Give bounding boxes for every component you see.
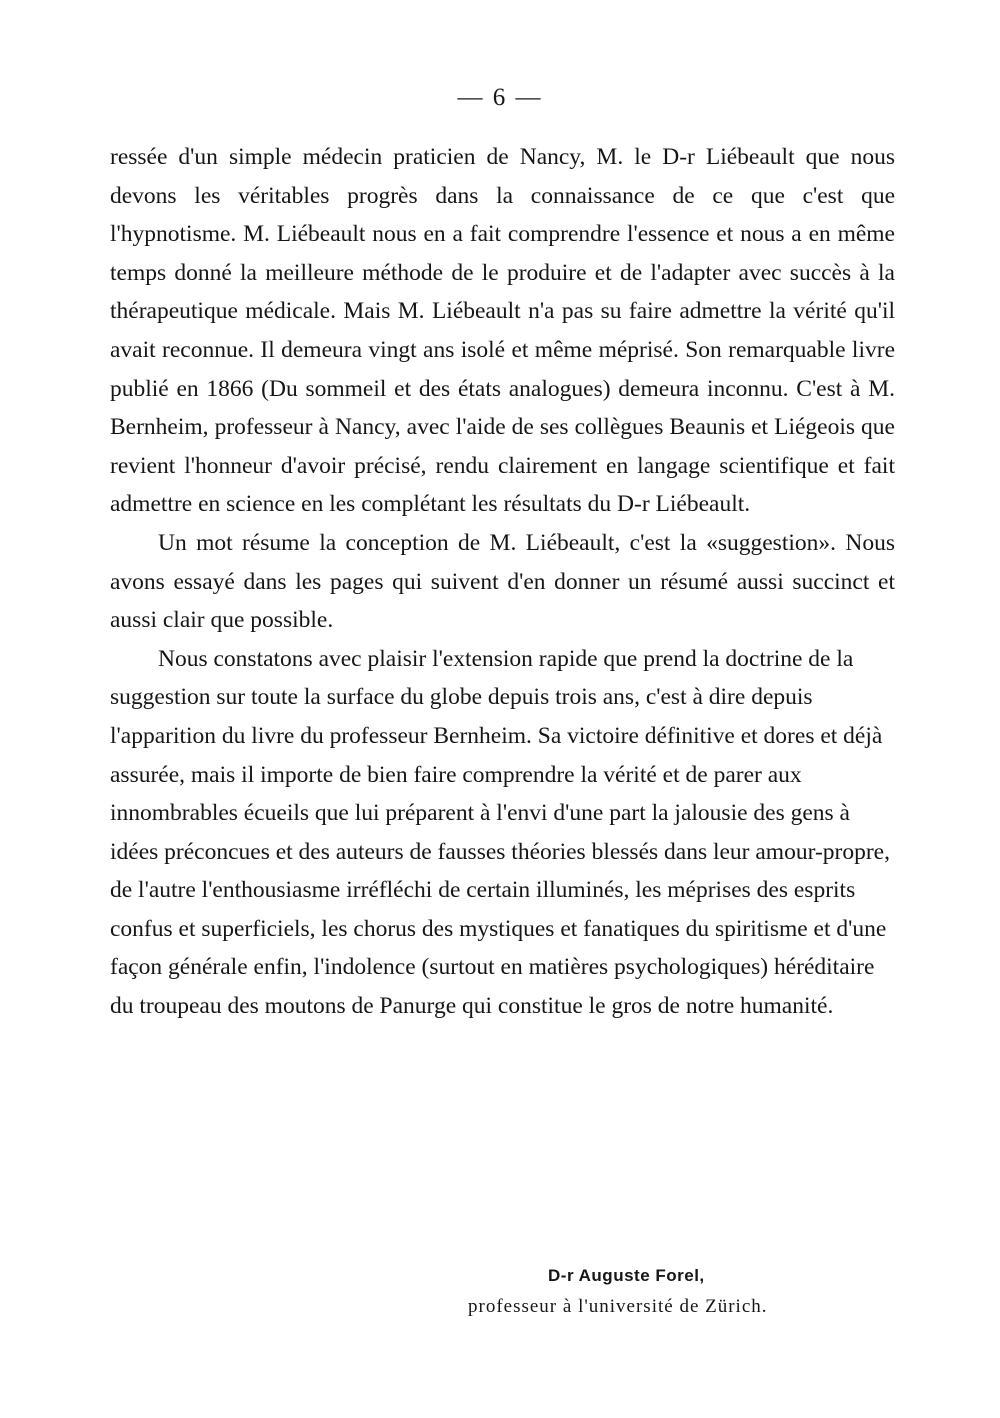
body-text — [110, 138, 895, 1026]
paragraph-suggestion: Un mot résume la conception de M. Liébeault, c'est la «suggestion». Nous avons essayé dans les pages qui suivent d'en donner un résumé aussi succinct et aussi clair que possible. — [110, 529, 895, 634]
page-number: — 6 — — [457, 84, 543, 111]
paragraph-extension: Nous constatons avec plaisir l'extension rapide que prend la doctrine de la suggestion sur toute la surface du globe depuis trois ans, c'est à dire depuis l'apparition du livre du professeur Bernheim. Sa victoire définitive et dores et déjà assurée, mais il importe de bien faire comprendre la vérité et de parer aux innombrables écueils que lui préparent à l'envi d'une part la jalousie des gens à idées préconcues et des auteurs de fausses théories blessés dans leur amour-propre, de l'autre l'enthousiasme irréfléchi de certain illuminés, les méprises des esprits confus et superficiels, les chorus des mystiques et fanatiques du spiritisme et d'une façon générale enfin, l'indolence (surtout en matières psychologiques) héréditaire du troupeau des moutons de Panurge qui constitue le gros de notre humanité. — [110, 645, 890, 1020]
paragraph-continuation: ressée d'un simple médecin praticien de Nancy, M. le D-r Liébeault que nous devons les véritables progrès dans la connaissance de ce que c'est que l'hypnotisme. M. Liébeault nous en a fait comprendre l'essence et nous a en même temps donné la meilleure méthode de le produire et de l'adapter avec succès à la thérapeutique médicale. Mais M. Liébeault n'a pas su faire admettre la vérité qu'il avait reconnue. Il demeura vingt ans isolé et même méprisé. Son remarquable livre publié en 1866 (Du sommeil et des états analogues) demeura inconnu. C'est à M. Bernheim, professeur à Nancy, avec l'aide de ses collègues Beaunis et Liégeois que revient l'honneur d'avoir précisé, rendu clairement en langage scientifique et fait admettre en science en les complétant les résultats du D-r Liébeault. — [110, 144, 895, 518]
signature-title: professeur à l'université de Zürich. — [468, 1296, 768, 1317]
signature-block — [468, 1262, 848, 1324]
signature-name: D-r Auguste Forel, — [548, 1266, 705, 1285]
